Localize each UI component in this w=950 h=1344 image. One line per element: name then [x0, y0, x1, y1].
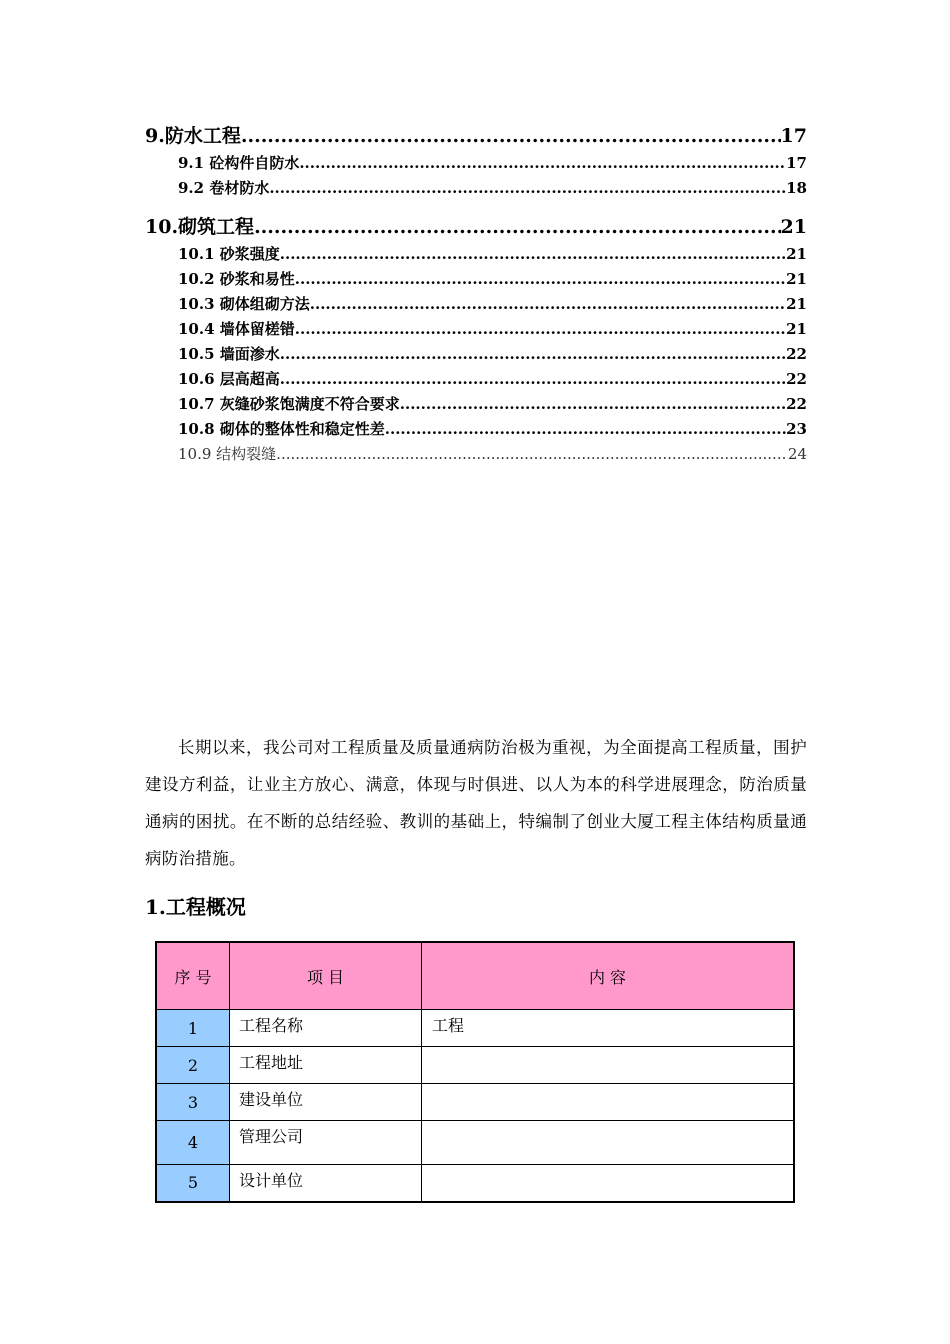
toc-entry[interactable] — [145, 292, 807, 317]
row-value: 工程 — [422, 1010, 795, 1047]
header-no: 序 号 — [156, 942, 230, 1010]
row-number: 3 — [156, 1084, 230, 1121]
toc-leader-dots — [400, 392, 786, 417]
row-number: 2 — [156, 1047, 230, 1084]
toc-entry[interactable] — [145, 122, 807, 151]
toc-leader-dots — [295, 317, 786, 342]
toc-entry-label: 10.8 砌体的整体性和稳定性差 — [178, 420, 385, 438]
toc-entry-page: 21 — [786, 320, 807, 338]
intro-paragraph: 长期以来，我公司对工程质量及质量通病防治极为重视，为全面提高工程质量，围护建设方利益，让业主方放心、满意，体现与时俱进、以人为本的科学进展理念，防治质量通病的困扰。在不断的总结经验、教训的基础上，特编制了创业大厦工程主体结构质量通病防治措施。 — [145, 738, 807, 868]
toc-entry-label: 9.2 卷材防水 — [178, 179, 270, 197]
toc-entry[interactable] — [145, 213, 807, 242]
toc-entry-label: 10.3 砌体组砌方法 — [178, 295, 310, 313]
toc-entry-page: 22 — [786, 370, 807, 388]
row-number: 5 — [156, 1165, 230, 1202]
table-of-contents — [145, 122, 807, 467]
toc-entry-page: 21 — [780, 216, 807, 238]
table-row — [156, 1121, 794, 1165]
toc-leader-dots — [241, 122, 781, 151]
toc-entry-label: 9.防水工程 — [145, 125, 241, 147]
toc-entry[interactable] — [145, 151, 807, 176]
toc-leader-dots — [310, 292, 786, 317]
header-item: 项 目 — [230, 942, 422, 1010]
toc-entry-label: 10.9 结构裂缝 — [178, 445, 277, 463]
toc-entry[interactable] — [145, 242, 807, 267]
toc-entry-page: 24 — [787, 445, 807, 463]
toc-leader-dots — [269, 176, 786, 201]
row-number: 1 — [156, 1010, 230, 1047]
toc-entry-page: 17 — [780, 125, 807, 147]
toc-entry-page: 22 — [786, 395, 807, 413]
toc-leader-dots — [295, 267, 786, 292]
table-header-row — [156, 942, 794, 1010]
toc-leader-dots — [280, 242, 786, 267]
toc-entry-label: 10.7 灰缝砂浆饱满度不符合要求 — [178, 395, 400, 413]
toc-entry-page: 22 — [786, 345, 807, 363]
row-item: 管理公司 — [230, 1121, 422, 1165]
toc-entry-page: 23 — [786, 420, 807, 438]
header-content: 内 容 — [422, 942, 795, 1010]
toc-entry-label: 10.1 砂浆强度 — [178, 245, 280, 263]
row-item: 工程地址 — [230, 1047, 422, 1084]
row-item: 建设单位 — [230, 1084, 422, 1121]
table-row — [156, 1084, 794, 1121]
toc-entry[interactable] — [145, 317, 807, 342]
toc-entry[interactable] — [145, 392, 807, 417]
project-overview-table — [155, 941, 795, 1203]
toc-entry-label: 10.5 墙面渗水 — [178, 345, 280, 363]
row-value — [422, 1084, 795, 1121]
toc-entry-label: 10.2 砂浆和易性 — [178, 270, 295, 288]
table-row — [156, 1010, 794, 1047]
toc-entry[interactable] — [145, 417, 807, 442]
toc-leader-dots — [254, 213, 780, 242]
toc-entry[interactable] — [145, 442, 807, 467]
toc-entry-page: 21 — [786, 270, 807, 288]
toc-entry[interactable] — [145, 342, 807, 367]
toc-leader-dots — [280, 367, 786, 392]
toc-entry-label: 10.砌筑工程 — [145, 216, 255, 238]
toc-entry-page: 17 — [786, 154, 807, 172]
intro-paragraph-block — [145, 729, 807, 877]
toc-leader-dots — [385, 417, 786, 442]
row-item: 工程名称 — [230, 1010, 422, 1047]
table-row — [156, 1165, 794, 1202]
toc-entry[interactable] — [145, 267, 807, 292]
toc-entry-label: 9.1 砼构件自防水 — [178, 154, 300, 172]
toc-entry[interactable] — [145, 176, 807, 201]
table-row — [156, 1047, 794, 1084]
row-value — [422, 1165, 795, 1202]
row-number: 4 — [156, 1121, 230, 1165]
toc-entry-label: 10.4 墙体留槎错 — [178, 320, 295, 338]
toc-entry-page: 21 — [786, 295, 807, 313]
toc-leader-dots — [299, 151, 786, 176]
toc-entry-label: 10.6 层高超高 — [178, 370, 280, 388]
row-value — [422, 1047, 795, 1084]
toc-entry-page: 18 — [786, 179, 807, 197]
row-value — [422, 1121, 795, 1165]
toc-entry-page: 21 — [786, 245, 807, 263]
toc-leader-dots — [280, 342, 786, 367]
toc-leader-dots — [276, 442, 788, 467]
section-heading: 1.工程概况 — [145, 895, 246, 919]
toc-entry[interactable] — [145, 367, 807, 392]
row-item: 设计单位 — [230, 1165, 422, 1202]
